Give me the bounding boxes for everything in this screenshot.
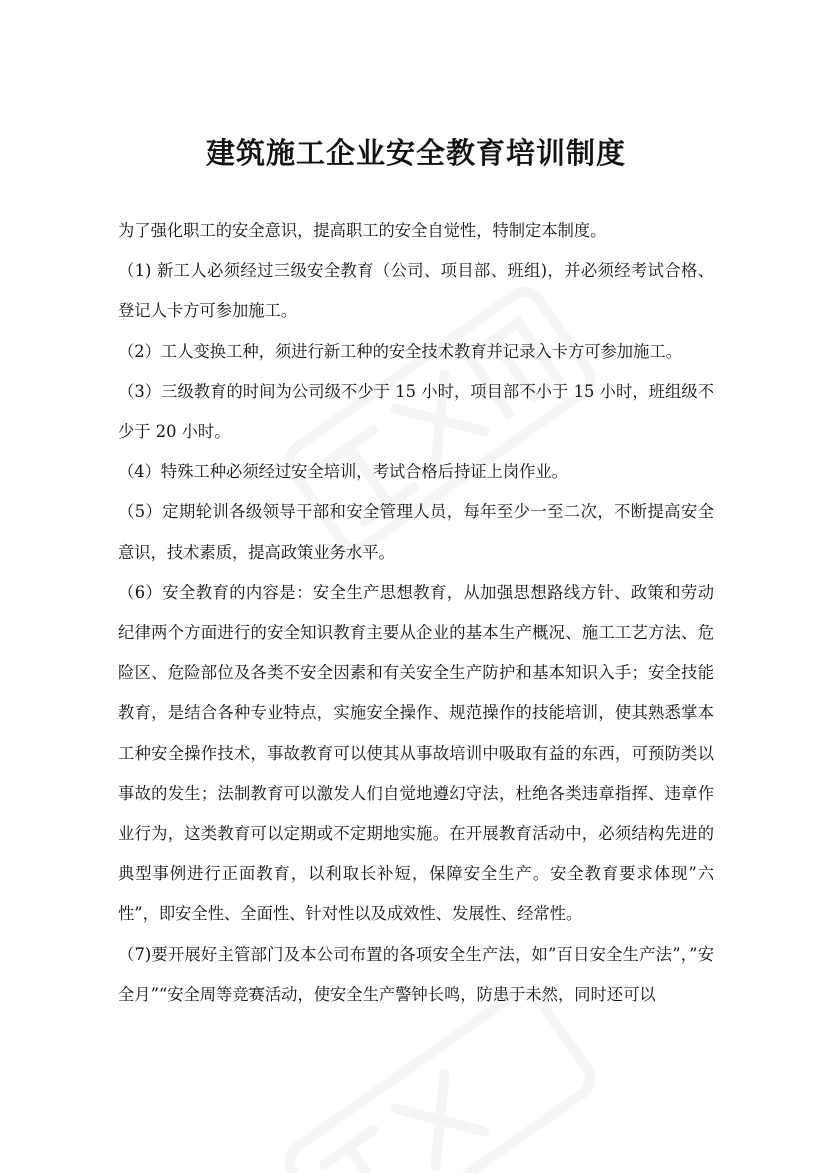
rule-6-paragraph: （6）安全教育的内容是：安全生产思想教育，从加强思想路线方针、政策和劳动纪律两个方面进行的安全知识教育主要从企业的基本生产概况、施工工艺方法、危险区、危险部位及各类不安全因素和有关安全生产防护和基本知识入手；安全技能教育，是结合各种专业特点，实施安全操作、规范操作的技能培训，使其熟悉掌本工种安全操作技术，事故教育可以使其从事故培训中吸取有益的东西，可预防类以事故的发生；法制教育可以激发人们自觉地遵幻守法，杜绝各类违章指挥、违章作业行为，这类教育可以定期或不定期地实施。在开展教育活动中，必须结构先进的典型事例进行正面教育，以利取长补短，保障安全生产。安全教育要求体现”六性”，即安全性、全面性、针对性以及成效性、发展性、经常性。 [118,582,714,924]
rule-7-paragraph: （7)要开展好主管部门及本公司布置的各项安全生产法，如”百日安全生产法”，”安全月”“安全周等竞赛活动，使安全生产警钟长鸣，防患于未然，同时还可以 [118,944,714,1004]
rule-3-paragraph: （3）三级教育的时间为公司级不少于 15 小时，项目部不小于 15 小时，班组级不少于 20 小时。 [118,381,714,442]
rule-4-paragraph: （4）特殊工种必须经过安全培训，考试合格后持证上岗作业。 [118,462,568,482]
document-title: 建筑施工企业安全教育培训制度 [205,136,626,171]
rule-2-paragraph: （2）工人变换工种，须进行新工种的安全技术教育并记录入卡方可参加施工。 [118,341,682,361]
rule-1-paragraph: （1) 新工人必须经过三级安全教育（公司、项目部、班组)，并必须经考试合格、登记人卡方可参加施工。 [118,261,714,321]
intro-paragraph: 为了强化职工的安全意识，提高职工的安全自觉性，特制定本制度。 [118,221,607,240]
rule-5-paragraph: （5）定期轮训各级领导干部和安全管理人员，每年至少一至二次，不断提高安全意识，技术素质，提高政策业务水平。 [118,502,714,562]
document-body [118,211,714,1015]
